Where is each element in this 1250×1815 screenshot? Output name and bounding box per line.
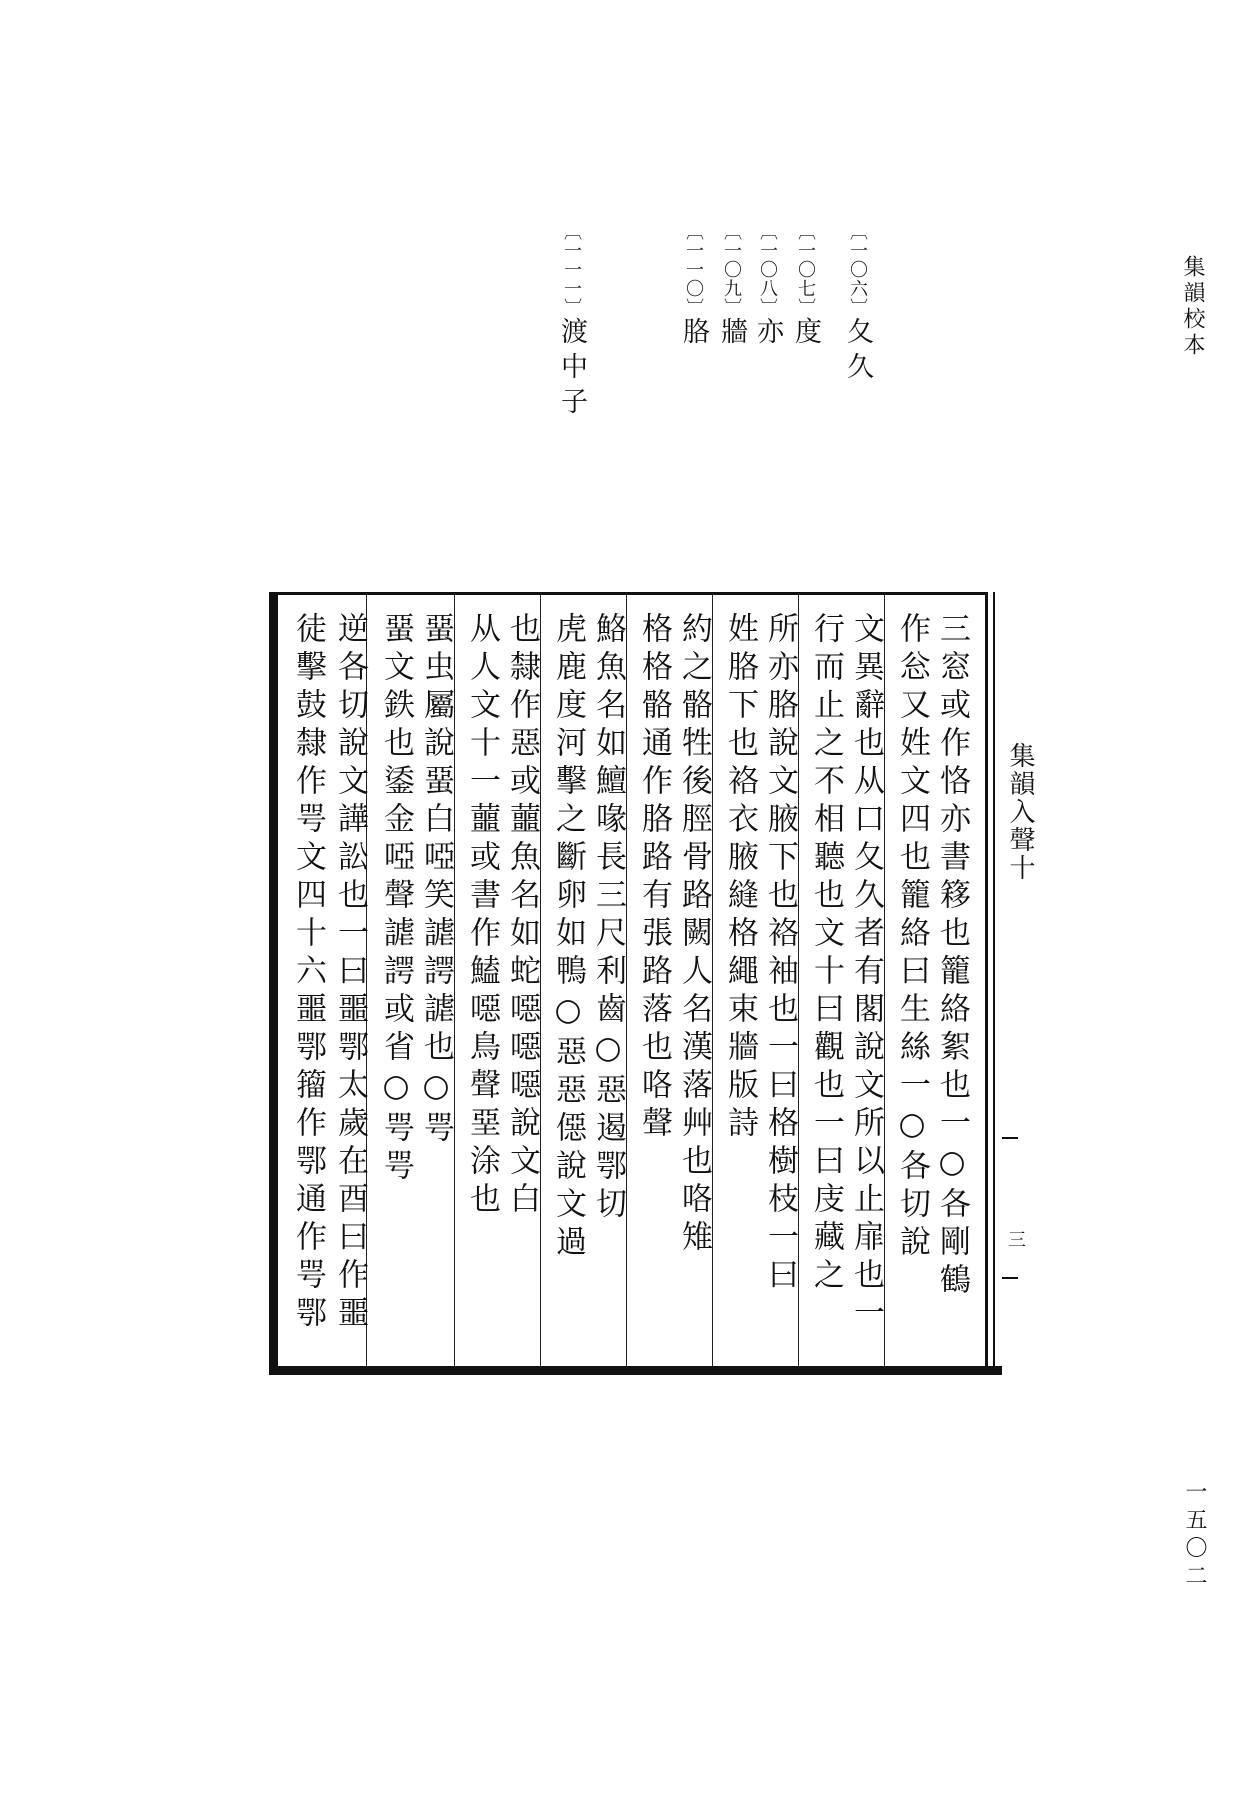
page-number: 一五〇二 bbox=[1182, 1480, 1207, 1592]
text-column: 三窓或作恪亦書簃也籠絡絮也一○各剛鶴 bbox=[934, 612, 970, 1301]
note-number: 〔一〇七〕 bbox=[795, 222, 816, 317]
collation-note bbox=[552, 222, 591, 422]
text-column: 也隸作惡或蘁魚名如蛇噁噁噁說文白 bbox=[504, 612, 540, 1220]
note-text: 亦 bbox=[752, 317, 783, 352]
text-column: 約之骼牲後脛骨路闕人名漢落艸也咯雉 bbox=[676, 612, 712, 1258]
text-column: 徒擊鼓隸作咢文四十六噩鄂籀作鄂通作咢鄂 bbox=[290, 612, 326, 1334]
note-number: 〔一〇六〕 bbox=[847, 222, 868, 317]
collation-note bbox=[712, 222, 751, 352]
collation-note bbox=[838, 222, 877, 387]
text-column: 所亦胳說文腋下也袼袖也一曰格樹枝一曰 bbox=[762, 612, 798, 1296]
note-text: 度 bbox=[790, 317, 821, 352]
text-column: 逆各切說文譁訟也一曰噩鄂太歲在酉曰作噩 bbox=[332, 612, 368, 1334]
banxin-fish-tail-mark bbox=[1002, 1137, 1018, 1139]
text-column: 从人文十一蘁或書作鰪噁鳥聲堊涂也 bbox=[464, 612, 500, 1220]
note-number: 〔一一〇〕 bbox=[683, 222, 704, 317]
text-column: 蝁文鉄也鋈金啞聲謔諤或省○咢咢 bbox=[378, 612, 414, 1187]
collation-note bbox=[748, 222, 787, 352]
note-number: 〔一一一〕 bbox=[561, 222, 582, 317]
note-text: 夂久 bbox=[842, 317, 873, 387]
frame-top-border bbox=[269, 592, 985, 595]
note-number: 〔一〇八〕 bbox=[757, 222, 778, 317]
banxin-fish-tail-mark bbox=[1002, 1277, 1018, 1279]
text-column: 虎鹿度河擊之斷卵如鴨○惡惡僫說文過 bbox=[550, 612, 586, 1263]
note-number: 〔一〇九〕 bbox=[721, 222, 742, 317]
note-text: 渡中子 bbox=[556, 317, 587, 422]
margin-title: 集韻校本 bbox=[1180, 255, 1205, 359]
frame-right-border bbox=[985, 592, 988, 1375]
collation-note bbox=[786, 222, 825, 352]
text-column: 文異辭也从口夂久者有閣說文所以止扉也一 bbox=[848, 612, 884, 1334]
banxin-outer-line bbox=[993, 592, 995, 1375]
frame-left-border bbox=[269, 592, 278, 1375]
text-column: 行而止之不相聽也文十曰觀也一曰庋藏之 bbox=[808, 612, 844, 1296]
text-column: 蝁虫屬說蝁白啞笑謔諤謔也○咢 bbox=[418, 612, 454, 1149]
note-text: 胳 bbox=[678, 317, 709, 352]
text-column: 鮥魚名如鱣喙長三尺利齒○惡遏鄂切 bbox=[590, 612, 626, 1225]
note-text: 牆 bbox=[716, 317, 747, 352]
text-column: 作忩又姓文四也籠絡曰生絲一○各切說 bbox=[894, 612, 930, 1263]
banxin-center-strip bbox=[1002, 592, 1035, 1375]
banxin-leaf-number: 三 bbox=[1005, 1230, 1026, 1248]
frame-bottom-border bbox=[269, 1366, 1002, 1375]
banxin-title: 集韻入聲十 bbox=[1005, 742, 1035, 882]
text-column: 格格骼通作胳路有張路落也咯聲 bbox=[636, 612, 672, 1144]
collation-note bbox=[674, 222, 713, 352]
woodblock-page bbox=[269, 592, 1035, 1375]
text-column: 姓胳下也袼衣腋縫格繩束牆版詩 bbox=[722, 612, 758, 1144]
